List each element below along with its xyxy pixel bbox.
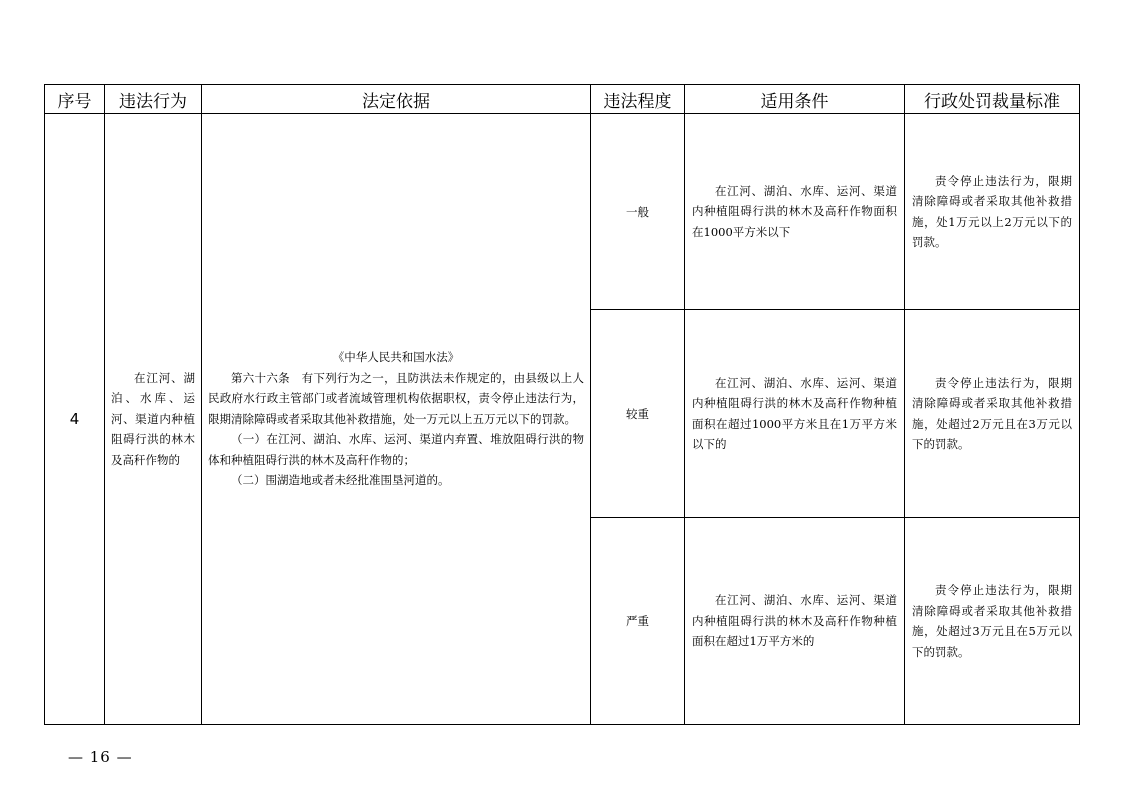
penalty-standard-table [44,84,1080,725]
header-level: 违法程度 [591,85,685,114]
header-row [45,85,1080,114]
seq-cell: 4 [45,114,105,725]
condition-text: 在江河、湖泊、水库、运河、渠道内种植阻碍行洪的林木及高秆作物种植面积在超过1万平方米的 [692,593,897,649]
penalty-cell [905,114,1080,310]
penalty-text: 责令停止违法行为，限期清除障碍或者采取其他补救措施，处1万元以上2万元以下的罚款。 [912,173,1072,249]
action-cell [105,114,202,725]
penalty-cell [905,518,1080,725]
law-item-2: （二）围湖造地或者未经批准围垦河道的。 [231,473,450,488]
header-action: 违法行为 [105,85,202,114]
condition-cell [685,114,905,310]
law-article: 第六十六条 有下列行为之一，且防洪法未作规定的，由县级以上人民政府水行政主管部门或者流域管理机构依据职权，责令停止违法行为，限期清除障碍或者采取其他补救措施，处一万元以上五万元以下的罚款。 [208,370,584,426]
page-number: — 16 — [68,748,133,766]
level-cell: 一般 [591,114,685,310]
penalty-text: 责令停止违法行为，限期清除障碍或者采取其他补救措施，处超过2万元且在3万元以下的罚款。 [912,375,1072,451]
header-condition: 适用条件 [685,85,905,114]
header-basis: 法定依据 [202,85,591,114]
basis-cell [202,114,591,725]
table-row [45,114,1080,310]
condition-cell [685,518,905,725]
condition-cell [685,310,905,518]
action-text: 在江河、湖泊、水库、运河、渠道内种植阻碍行洪的林木及高秆作物的 [111,370,195,467]
header-penalty: 行政处罚裁量标准 [905,85,1080,114]
level-cell: 较重 [591,310,685,518]
penalty-text: 责令停止违法行为，限期清除障碍或者采取其他补救措施，处超过3万元且在5万元以下的罚款。 [912,583,1072,659]
header-seq: 序号 [45,85,105,114]
law-title: 《中华人民共和国水法》 [332,350,460,365]
condition-text: 在江河、湖泊、水库、运河、渠道内种植阻碍行洪的林木及高秆作物面积在1000平方米以下 [692,183,897,239]
law-item-1: （一）在江河、湖泊、水库、运河、渠道内弃置、堆放阻碍行洪的物体和种植阻碍行洪的林木及高秆作物的； [208,432,584,467]
condition-text: 在江河、湖泊、水库、运河、渠道内种植阻碍行洪的林木及高秆作物种植面积在超过1000平方米且在1万平方米以下的 [692,375,897,451]
penalty-cell [905,310,1080,518]
level-cell: 严重 [591,518,685,725]
